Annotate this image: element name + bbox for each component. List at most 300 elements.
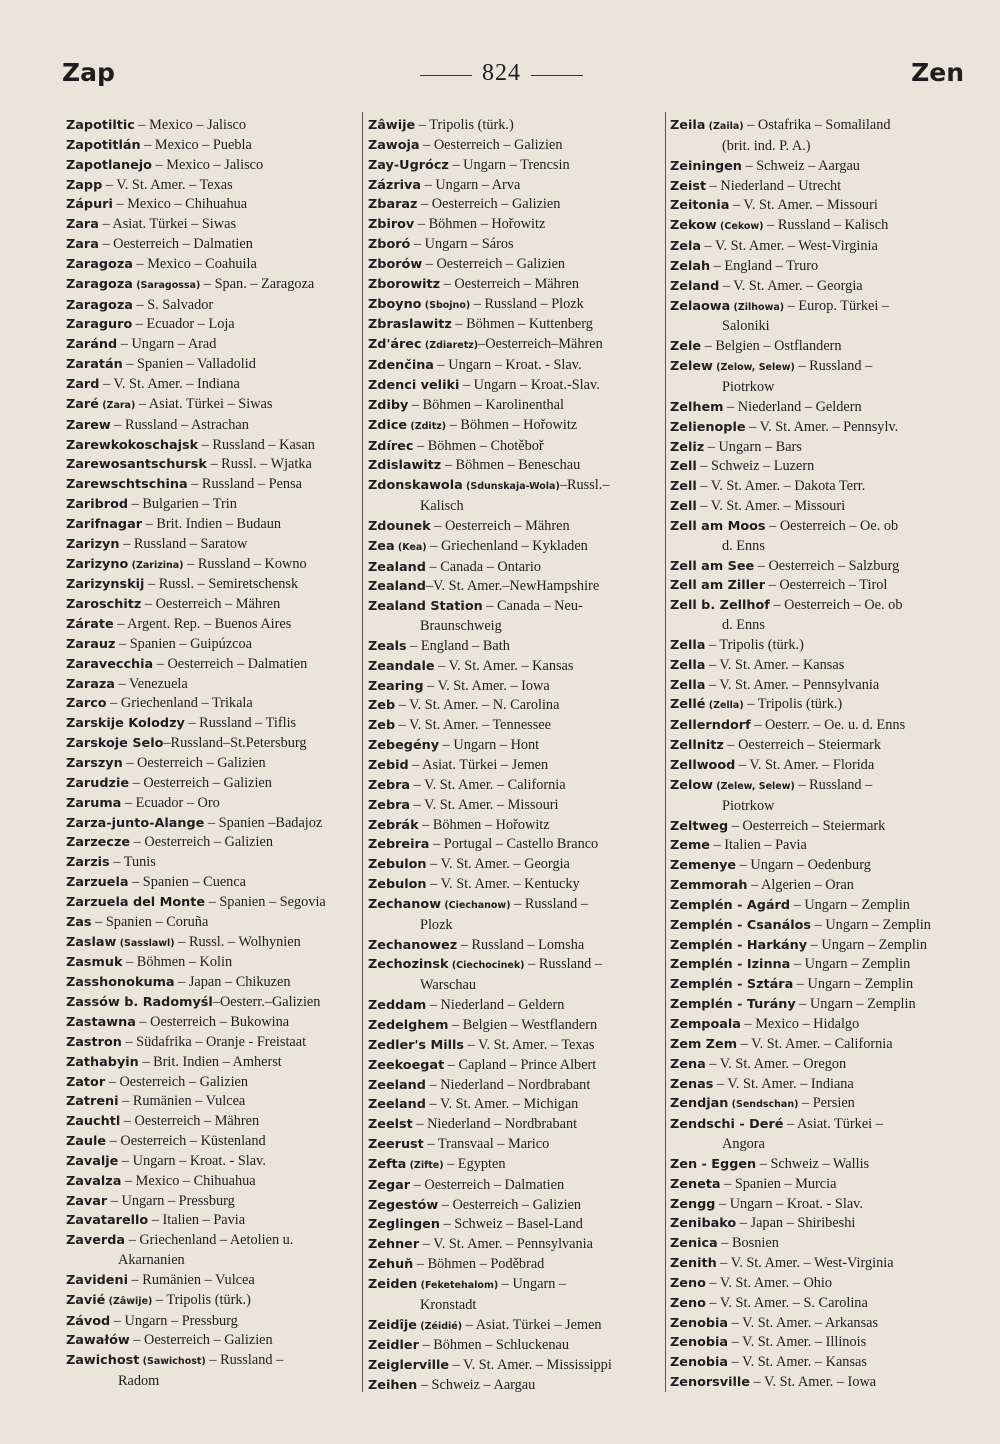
gazetteer-entry <box>368 558 662 578</box>
gazetteer-entry <box>66 335 360 355</box>
gazetteer-entry <box>66 754 360 774</box>
entry-headword: Zeland <box>670 278 720 294</box>
entry-location: – Böhmen – Beneschau <box>441 457 581 474</box>
entry-headword: Zebid <box>368 758 409 773</box>
entry-location: – Mexico – Chihuahua <box>121 1172 256 1189</box>
entry-location: – Griechenland – Aetolien u. <box>125 1232 294 1249</box>
entry-location: – Oesterreich – Galizien <box>129 774 272 791</box>
gazetteer-entry <box>670 1075 964 1095</box>
gazetteer-entry <box>66 1231 360 1271</box>
entry-variant-name: (Sdunskaja-Wola) <box>462 481 560 493</box>
entry-headword: Zaule <box>66 1134 107 1150</box>
entry-headword: Zdírec <box>368 438 414 454</box>
gazetteer-entry <box>66 515 360 535</box>
entry-headword: Zarewosantschursk <box>66 457 207 473</box>
gazetteer-entry <box>670 1035 964 1055</box>
gazetteer-entry <box>670 237 964 257</box>
entry-continuation: Saloniki <box>722 318 770 335</box>
gazetteer-entry <box>368 416 662 437</box>
entry-location: – Russland – <box>524 956 602 973</box>
entry-headword: Zefta <box>368 1156 407 1172</box>
entry-headword: Zbraslawitz <box>368 317 452 333</box>
entry-headword: Zassów b. Radomyśl <box>66 995 213 1011</box>
gazetteer-entry <box>670 1015 964 1035</box>
entry-headword: Zaré <box>66 396 99 412</box>
entry-location: – Ungarn – Pressburg <box>110 1312 238 1329</box>
gazetteer-entry <box>66 1092 360 1112</box>
entry-headword: Zarizyno <box>66 556 129 572</box>
entry-location: – Tunis <box>109 854 156 871</box>
gazetteer-entry <box>368 1095 662 1115</box>
entry-headword: Zeliz <box>670 439 705 455</box>
gazetteer-entry <box>670 596 964 636</box>
entry-headword: Zay-Ugrócz <box>368 157 449 173</box>
gazetteer-entry <box>66 395 360 416</box>
gazetteer-entry <box>368 456 662 476</box>
entry-location: – V. St. Amer. – Pennsylvania <box>705 676 880 693</box>
entry-location: – Mexico – Jalisco <box>151 156 264 173</box>
entry-variant-name: (Kea) <box>394 541 427 553</box>
entry-location: – V. St. Amer. – Missouri <box>696 498 846 515</box>
gazetteer-entry <box>368 396 662 416</box>
entry-location: – Egypten <box>443 1155 506 1172</box>
entry-continuation: Warschau <box>420 977 477 994</box>
gazetteer-entry <box>66 436 360 456</box>
entry-location: – Ungarn – Oedenburg <box>736 857 871 874</box>
entry-location: – Oesterreich – Mähren <box>440 275 580 292</box>
entry-location: – V. St. Amer. – Iowa <box>749 1374 877 1391</box>
entry-headword: Zavié <box>66 1292 106 1308</box>
entry-headword: Zenith <box>670 1256 717 1272</box>
gazetteer-entry <box>670 856 964 876</box>
entry-location: – Oesterreich – Salzburg <box>754 557 900 574</box>
entry-location: – Oesterreich – Galizien <box>129 1332 273 1349</box>
entry-headword: Zelaowa <box>670 298 731 314</box>
entry-headword: Zarskoje Selo <box>66 736 164 752</box>
entry-headword: Zâwije <box>368 118 416 133</box>
gazetteer-entry <box>368 116 662 136</box>
entry-headword: Zen - Eggen <box>670 1156 757 1172</box>
entry-headword: Zboyno <box>368 296 422 312</box>
entry-location: – V. St. Amer. – Indiana <box>713 1075 854 1092</box>
entry-headword: Zell b. Zellhof <box>670 598 770 614</box>
gazetteer-entry <box>368 517 662 537</box>
entry-location: – V. St. Amer. – Texas <box>464 1036 595 1053</box>
gazetteer-entry <box>368 1176 662 1196</box>
entry-location: – Ostafrika – Somaliland <box>743 117 891 133</box>
gazetteer-entry <box>368 716 662 736</box>
entry-headword: Zarauz <box>66 636 116 652</box>
entry-location: – Böhmen – Chotěboř <box>413 437 544 454</box>
entry-location: – Ungarn – Hont <box>439 737 540 754</box>
entry-location: – Belgien – Ostflandern <box>701 338 842 355</box>
column-divider <box>362 112 363 1392</box>
gazetteer-entry <box>66 375 360 395</box>
gazetteer-entry <box>670 517 964 557</box>
entry-location: – S. Salvador <box>132 296 214 313</box>
entry-headword: Zator <box>66 1074 106 1090</box>
gazetteer-entry <box>670 576 964 596</box>
gazetteer-entry <box>670 1234 964 1254</box>
entry-location: – Oesterreich – Dalmatien <box>153 655 308 672</box>
entry-location: – V. St. Amer. – Illinois <box>728 1334 867 1351</box>
gazetteer-entry <box>670 1055 964 1075</box>
entry-location: – Schweiz – Basel-Land <box>439 1216 583 1233</box>
entry-location: – Asiat. Türkei – Siwas <box>98 216 237 233</box>
entry-headword: Zeelst <box>368 1117 413 1133</box>
column-divider <box>665 112 666 1392</box>
entry-headword: Zdice <box>368 417 408 433</box>
entry-headword: Zarizynskij <box>66 577 145 593</box>
gazetteer-entry <box>66 1312 360 1332</box>
entry-variant-name: (Zéidié) <box>416 1320 463 1332</box>
gazetteer-entry <box>670 695 964 716</box>
gazetteer-entry <box>670 995 964 1015</box>
entry-location: – Spanien – Guipúzcoa <box>115 635 253 652</box>
entry-location: – Ungarn – Zemplin <box>795 996 916 1013</box>
entry-headword: Zarewkokoschajsk <box>66 437 199 453</box>
entry-variant-name: (Ciechanow) <box>441 899 511 911</box>
gazetteer-entry <box>368 677 662 697</box>
gazetteer-entry <box>368 295 662 316</box>
entry-headword: Zenibako <box>670 1216 737 1232</box>
entry-location: – Ungarn – Bars <box>704 438 802 455</box>
entry-location: – Oesterreich – Steiermark <box>723 737 881 754</box>
entry-continuation: Piotrkow <box>722 378 775 395</box>
gazetteer-entry <box>66 575 360 595</box>
entry-location: – V. St. Amer. – Oregon <box>705 1055 847 1072</box>
gazetteer-entry <box>66 953 360 973</box>
entry-headword: Zavar <box>66 1193 108 1209</box>
gazetteer-entry <box>368 215 662 235</box>
entry-headword: Zegestów <box>368 1197 439 1213</box>
entry-location: – Ungarn – Trencsin <box>448 156 570 173</box>
gazetteer-entry <box>66 893 360 913</box>
entry-location: – Ecuador – Loja <box>132 316 235 333</box>
entry-location: – Oesterreich – Galizien <box>105 1073 249 1090</box>
gazetteer-entry <box>66 1211 360 1231</box>
entry-location: – Span. – Zaragoza <box>200 275 315 292</box>
gazetteer-entry <box>66 973 360 993</box>
entry-location: – Asiat. Türkei – Jemen <box>408 757 549 773</box>
entry-headword: Zeiglerville <box>368 1358 450 1374</box>
gazetteer-entry <box>368 1036 662 1056</box>
entry-location: – Portugal – Castello Branco <box>429 836 599 853</box>
gazetteer-entry <box>66 116 360 136</box>
entry-location: – Russland – Kalisch <box>763 217 889 234</box>
gazetteer-entry <box>66 675 360 695</box>
gazetteer-entry <box>368 657 662 677</box>
entry-location: – England – Truro <box>710 257 819 274</box>
gazetteer-entry <box>670 177 964 197</box>
entry-headword: Zeddam <box>368 998 427 1014</box>
entry-location: – V. St. Amer. – Kansas <box>728 1354 867 1371</box>
entry-headword: Zaragoza <box>66 297 133 313</box>
entry-headword: Zapp <box>66 177 103 193</box>
entry-location: – V. St. Amer. – Kentucky <box>426 876 580 893</box>
gazetteer-entry <box>670 557 964 577</box>
header-right-word: Zen <box>911 58 964 87</box>
entry-headword: Zellé <box>670 697 706 713</box>
entry-location: – Argent. Rep. – Buenos Aires <box>113 616 292 633</box>
gazetteer-entry <box>368 756 662 776</box>
entry-continuation: Angora <box>722 1136 765 1153</box>
entry-location: – Tripolis (türk.) <box>415 117 514 133</box>
entry-location: – Niederland – Nordbrabant <box>425 1076 591 1093</box>
entry-location: – Russland – Astrachan <box>110 416 249 433</box>
entry-headword: Zell am See <box>670 558 755 574</box>
entry-location: – Ungarn – Zemplin <box>790 896 910 913</box>
gazetteer-entry <box>66 235 360 255</box>
entry-location: – Tripolis (türk.) <box>152 1291 251 1308</box>
entry-headword: Zastron <box>66 1034 122 1050</box>
gazetteer-entry <box>670 1115 964 1155</box>
gazetteer-entry <box>368 895 662 936</box>
gazetteer-entry <box>670 257 964 277</box>
entry-location: – V. St. Amer. – Ohio <box>705 1274 833 1291</box>
entry-location: – Bosnien <box>717 1235 779 1252</box>
entry-headword: Zavalza <box>66 1173 122 1189</box>
entry-headword: Zechanowez <box>368 937 458 953</box>
entry-location: – Spanien –Badajoz <box>204 814 323 831</box>
entry-headword: Zeidîje <box>368 1317 417 1333</box>
entry-headword: Zella <box>670 637 706 653</box>
entry-headword: Zaruma <box>66 795 122 811</box>
entry-location: – Mexico – Jalisco <box>134 117 247 133</box>
entry-location: – V. St. Amer. – S. Carolina <box>705 1294 868 1311</box>
entry-headword: Zara <box>66 217 99 233</box>
entry-location: – Mexico – Hidalgo <box>740 1015 860 1032</box>
entry-location: – V. St. Amer. – Georgia <box>719 277 863 294</box>
entry-location: – England – Bath <box>406 637 510 654</box>
gazetteer-entry <box>368 537 662 558</box>
entry-headword: Zedelghem <box>368 1017 449 1033</box>
entry-headword: Zboró <box>368 237 411 253</box>
entry-continuation: (brit. ind. P. A.) <box>722 137 811 154</box>
entry-location: – Oesterreich – Mähren <box>141 596 281 613</box>
entry-location: – V. St. Amer. – Mississippi <box>449 1357 612 1374</box>
gazetteer-entry <box>66 714 360 734</box>
entry-continuation: d. Enns <box>722 617 765 634</box>
gazetteer-entry <box>670 1094 964 1115</box>
entry-variant-name: (Zarizina) <box>128 559 184 571</box>
entry-location: – V. St. Amer. – Tennessee <box>395 717 551 734</box>
entry-location: – Ecuador – Oro <box>121 794 220 811</box>
entry-headword: Zaroschitz <box>66 597 142 613</box>
entry-headword: Zenica <box>670 1236 718 1252</box>
entry-location: – Spanien – Valladolid <box>122 356 256 373</box>
entry-location: – Schweiz – Aargau <box>417 1377 536 1394</box>
entry-headword: Zeno <box>670 1275 706 1291</box>
gazetteer-entry <box>670 817 964 837</box>
entry-headword: Zaribrod <box>66 497 129 513</box>
entry-headword: Zarew <box>66 417 111 433</box>
entry-location: – Russland – <box>510 895 589 912</box>
entry-location: – V. St. Amer. – Arkansas <box>728 1314 879 1331</box>
gazetteer-entry <box>368 315 662 335</box>
gazetteer-entry <box>368 1336 662 1356</box>
gazetteer-entry <box>368 437 662 457</box>
gazetteer-entry <box>670 398 964 418</box>
entry-variant-name: (Zella) <box>705 700 744 712</box>
entry-location: – Südafrika – Oranje - Freistaat <box>121 1033 307 1050</box>
gazetteer-entry <box>670 1373 964 1393</box>
entry-location: – Italien – Pavia <box>709 837 807 854</box>
entry-location: – Ungarn – <box>498 1275 567 1292</box>
entry-variant-name: (Feketehalom) <box>417 1279 499 1291</box>
entry-headword: Zd'árec <box>368 337 422 353</box>
entry-location: – Algerien – Oran <box>747 877 854 894</box>
entry-location: – Ungarn – Zemplin <box>793 976 914 993</box>
entry-headword: Zbaraz <box>368 197 418 213</box>
entry-headword: Zellnitz <box>670 738 724 754</box>
entry-headword: Zaragoza <box>66 276 133 292</box>
entry-location: – Oesterreich – Galizien <box>122 755 266 771</box>
entry-headword: Zdenci veliki <box>368 377 460 393</box>
gazetteer-entry <box>66 1152 360 1172</box>
entry-location: – Spanien – Cuenca <box>128 874 247 891</box>
gazetteer-entry <box>368 835 662 855</box>
entry-headword: Zellerndorf <box>670 718 751 734</box>
entry-location: – Schweiz – Luzern <box>696 458 815 475</box>
gazetteer-entry <box>368 1155 662 1176</box>
gazetteer-entry <box>66 1271 360 1291</box>
entry-location: – Asiat. Türkei – Jemen <box>462 1316 602 1333</box>
gazetteer-entry <box>368 996 662 1016</box>
entry-location: – Oesterreich – Dalmatien <box>410 1176 565 1193</box>
gazetteer-entry <box>670 357 964 398</box>
entry-headword: Zechanow <box>368 896 442 912</box>
column-2 <box>368 116 662 1396</box>
gazetteer-entry <box>670 896 964 916</box>
entry-location: – Asiat. Türkei – Siwas <box>135 395 273 412</box>
entry-headword: Zdounek <box>368 518 431 534</box>
entry-location: – Oesterreich – Galizien <box>422 255 566 272</box>
gazetteer-entry <box>66 475 360 495</box>
entry-location: – Spanien – Segovia <box>205 893 326 910</box>
entry-headword: Zdiby <box>368 397 409 413</box>
gazetteer-entry <box>670 1274 964 1294</box>
gazetteer-entry <box>670 1214 964 1234</box>
entry-headword: Zarewschtschina <box>66 477 188 493</box>
entry-variant-name: (Sbojno) <box>421 299 471 311</box>
gazetteer-entry <box>670 1175 964 1195</box>
entry-headword: Zell <box>670 479 697 495</box>
entry-location: – V. St. Amer. – Indiana <box>99 375 240 392</box>
entry-location: – Japan – Chikuzen <box>174 974 291 991</box>
entry-location: – V. St. Amer. – Michigan <box>425 1096 579 1113</box>
entry-headword: Zechozinsk <box>368 957 449 973</box>
entry-headword: Zemplén - Agárd <box>670 897 791 913</box>
entry-variant-name: (Sawichost) <box>139 1356 206 1368</box>
entry-location: – Transvaal – Marico <box>423 1136 550 1153</box>
entry-headword: Zarszyn <box>66 756 123 771</box>
entry-location: –Oesterreich–Mähren <box>478 336 603 353</box>
entry-headword: Zebra <box>368 797 411 813</box>
entry-headword: Zeme <box>670 838 710 854</box>
entry-headword: Zarifnagar <box>66 516 143 532</box>
gazetteer-entry <box>66 136 360 156</box>
entry-location: – Italien – Pavia <box>148 1212 246 1229</box>
entry-headword: Zell <box>670 499 697 515</box>
gazetteer-entry <box>368 1316 662 1337</box>
entry-headword: Zealand Station <box>368 599 483 615</box>
gazetteer-entry <box>66 694 360 714</box>
entry-location: – Tripolis (türk.) <box>705 636 804 653</box>
entry-location: – Russl. – Wolhynien <box>174 933 301 950</box>
entry-location: – Böhmen – Kolin <box>122 954 233 971</box>
entry-headword: Zeeland <box>368 1077 426 1093</box>
entry-headword: Závod <box>66 1313 111 1329</box>
entry-variant-name: (Cekow) <box>716 221 764 233</box>
entry-location: – Russland – Tiflis <box>184 715 297 732</box>
gazetteer-entry <box>66 1073 360 1093</box>
entry-headword: Zendschi - Deré <box>670 1117 784 1133</box>
entry-location: – Oesterreich – Oe. ob <box>765 517 899 534</box>
entry-location: – Ungarn – Kroat. - Slav. <box>433 357 582 374</box>
entry-headword: Zella <box>670 677 706 693</box>
gazetteer-entry <box>66 1033 360 1053</box>
entry-headword: Zawoja <box>368 137 420 153</box>
entry-location: – Mexico – Puebla <box>140 136 252 153</box>
gazetteer-entry <box>368 1076 662 1096</box>
entry-headword: Zena <box>670 1056 706 1072</box>
entry-location: – Brit. Indien – Budaun <box>142 515 282 532</box>
entry-headword: Zázriva <box>368 177 422 193</box>
entry-location: – Venezuela <box>114 675 188 692</box>
entry-headword: Zaslaw <box>66 934 117 950</box>
entry-location: – Griechenland – Kykladen <box>426 537 588 554</box>
entry-headword: Zasmuk <box>66 955 123 971</box>
gazetteer-entry <box>670 676 964 696</box>
entry-location: –V. St. Amer.–NewHampshire <box>425 578 600 595</box>
entry-location: – V. St. Amer. – Iowa <box>423 677 550 694</box>
entry-headword: Zenorsville <box>670 1375 750 1391</box>
entry-headword: Zaratán <box>66 357 123 373</box>
gazetteer-entry <box>66 296 360 316</box>
gazetteer-entry <box>670 716 964 736</box>
entry-location: – Oesterreich – Bukowina <box>135 1013 290 1030</box>
entry-location: – V. St. Amer. – Dakota Terr. <box>696 478 866 495</box>
entry-headword: Zara <box>66 237 99 253</box>
entry-location: – V. St. Amer. – Kansas <box>434 657 574 674</box>
entry-location: – Oesterreich – Küstenland <box>106 1133 266 1150</box>
gazetteer-entry <box>368 1016 662 1036</box>
page-number: 824 <box>482 60 521 86</box>
gazetteer-entry <box>66 355 360 375</box>
entry-headword: Zeneta <box>670 1176 721 1192</box>
gazetteer-entry <box>66 255 360 275</box>
entry-variant-name: (Zelow, Selew) <box>712 362 795 374</box>
entry-headword: Zborowitz <box>368 276 441 292</box>
entry-location: – Ungarn – Arva <box>421 176 521 193</box>
entry-location: – Tripolis (türk.) <box>743 696 843 713</box>
entry-location: – Spanien – Murcia <box>720 1175 837 1192</box>
entry-location: – Böhmen – Schluckenau <box>418 1337 569 1354</box>
entry-headword: Zarzuela del Monte <box>66 894 206 910</box>
entry-headword: Zelhem <box>670 399 724 415</box>
gazetteer-entry <box>368 376 662 396</box>
entry-headword: Zengg <box>670 1196 716 1212</box>
gazetteer-entry <box>368 156 662 176</box>
gazetteer-entry <box>670 975 964 995</box>
gazetteer-entry <box>368 875 662 895</box>
gazetteer-entry <box>66 1112 360 1132</box>
entry-headword: Zard <box>66 376 100 392</box>
entry-headword: Zeiningen <box>670 158 742 174</box>
entry-headword: Zellwood <box>670 758 736 773</box>
entry-location: – Oesterreich – Galizien <box>419 136 563 153</box>
